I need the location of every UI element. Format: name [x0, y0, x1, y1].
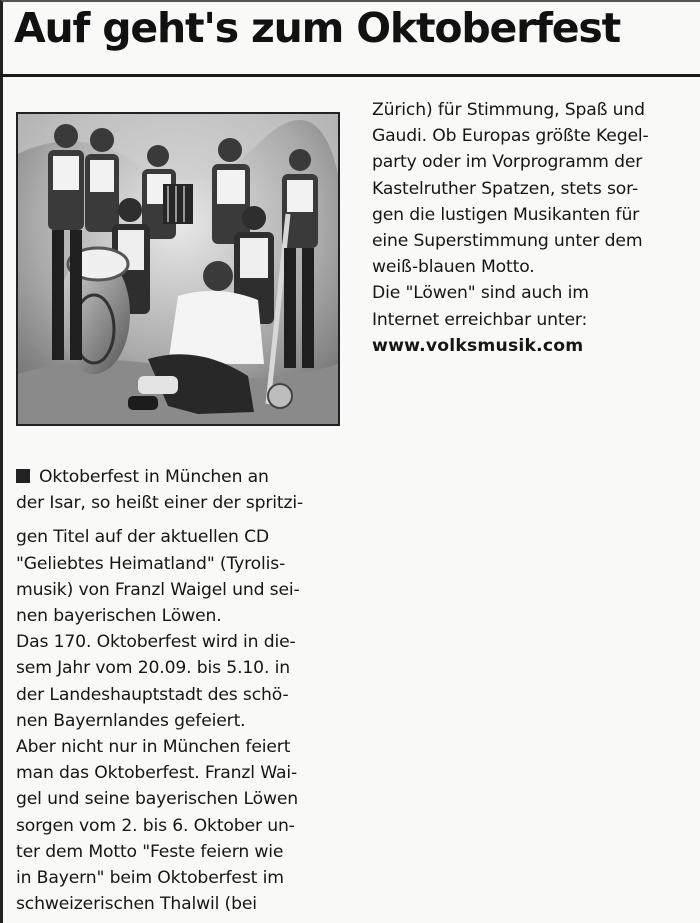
text-line: Kastelruther Spatzen, stets sor-	[372, 178, 639, 199]
text-line-content: Oktoberfest in München an	[39, 467, 269, 487]
text-line: sem Jahr vom 20.09. bis 5.10. in	[16, 658, 290, 679]
text-line: weiß-blauen Motto.	[372, 257, 535, 278]
text-line: party oder im Vorprogramm der	[372, 152, 643, 173]
text-line: Die "Löwen" sind auch im	[372, 283, 589, 304]
text-line: Zürich) für Stimmung, Spaß und	[372, 100, 645, 120]
text-line: gel und seine bayerischen Löwen	[16, 789, 299, 810]
article-right-column	[372, 97, 692, 359]
text-line: der Landeshauptstadt des schö-	[16, 684, 289, 705]
text-line: gen die lustigen Musikanten für	[372, 204, 640, 225]
text-line: gen Titel auf der aktuellen CD	[16, 527, 270, 548]
band-photo-icon	[18, 114, 338, 424]
text-line	[16, 464, 346, 490]
article-headline: Auf geht's zum Oktoberfest	[14, 4, 620, 52]
text-line: musik) von Franzl Waigel und sei-	[16, 579, 300, 600]
text-line: schweizerischen Thalwil (bei	[16, 894, 257, 915]
line-gap	[16, 516, 346, 524]
text-line: eine Superstimmung unter dem	[372, 231, 643, 252]
article-left-column	[16, 464, 346, 917]
text-line: nen bayerischen Löwen.	[16, 606, 222, 627]
text-line: der Isar, so heißt einer der spritzi-	[16, 493, 304, 514]
text-line: Gaudi. Ob Europas größte Kegel-	[372, 126, 649, 147]
text-line: sorgen vom 2. bis 6. Oktober un-	[16, 815, 295, 836]
text-line: nen Bayernlandes gefeiert.	[16, 710, 246, 731]
text-line: "Geliebtes Heimatland" (Tyrolis-	[16, 553, 286, 574]
band-photo	[16, 112, 340, 426]
paragraph-bullet-icon	[16, 469, 30, 483]
text-line: Internet erreichbar unter:	[372, 309, 588, 330]
text-line: man das Oktoberfest. Franzl Wai-	[16, 763, 298, 784]
website-url: www.volksmusik.com	[372, 335, 584, 356]
text-line: Aber nicht nur in München feiert	[16, 737, 291, 758]
text-line: in Bayern" beim Oktoberfest im	[16, 868, 284, 889]
headline-rule	[0, 74, 700, 77]
text-line: Das 170. Oktoberfest wird in die-	[16, 632, 296, 653]
text-line: ter dem Motto "Feste feiern wie	[16, 841, 284, 862]
